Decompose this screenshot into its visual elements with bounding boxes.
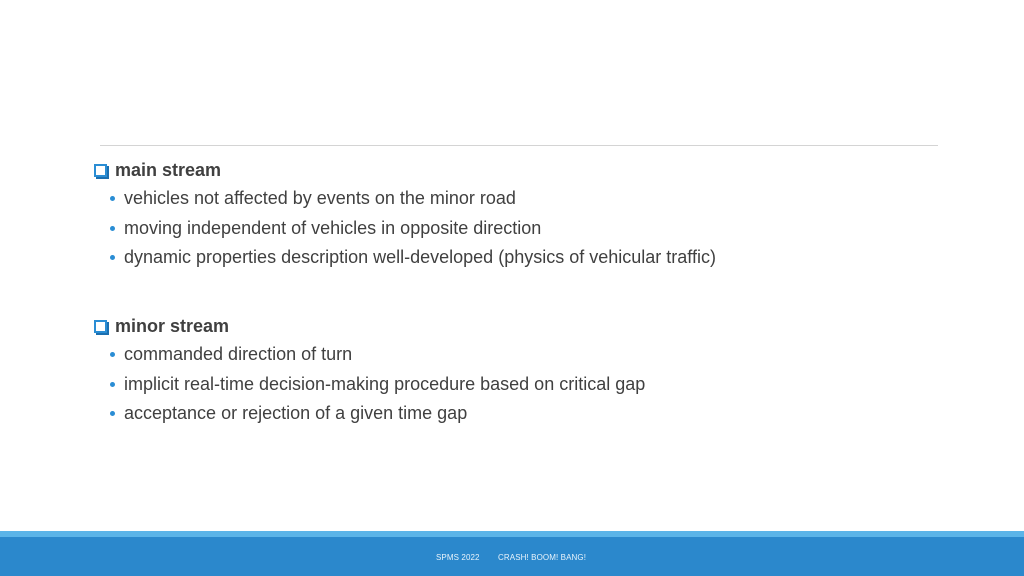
list-item-text: implicit real-time decision-making procedure based on critical gap [124, 373, 646, 394]
list-item-text: acceptance or rejection of a given time gap [124, 403, 468, 424]
list-item-text: dynamic properties description well-developed (physics of vehicular traffic) [124, 247, 716, 268]
section-heading-label: main stream [115, 159, 222, 180]
bullet-dot-icon [110, 411, 115, 416]
list-item [110, 340, 934, 370]
footer-conference-label: SPMS 2022 [436, 553, 480, 562]
list-item [110, 184, 934, 214]
bullet-list [94, 340, 934, 429]
title-divider [100, 145, 938, 146]
bullet-list [94, 184, 934, 273]
list-item-text: commanded direction of turn [124, 344, 353, 365]
bullet-dot-icon [110, 255, 115, 260]
section-heading-label: minor stream [115, 315, 230, 336]
bullet-dot-icon [110, 226, 115, 231]
checkbox-bullet-icon [94, 164, 107, 177]
list-item [110, 370, 934, 400]
bullet-dot-icon [110, 196, 115, 201]
list-item [110, 399, 934, 429]
checkbox-bullet-icon [94, 320, 107, 333]
section-heading [94, 314, 934, 338]
footer-title-label: CRASH! BOOM! BANG! [498, 553, 587, 562]
section-heading [94, 158, 934, 182]
bullet-dot-icon [110, 382, 115, 387]
section-minor-stream [94, 314, 934, 429]
section-main-stream [94, 158, 934, 273]
list-item [110, 214, 934, 244]
list-item [110, 243, 934, 273]
list-item-text: vehicles not affected by events on the minor road [124, 188, 516, 209]
bullet-dot-icon [110, 352, 115, 357]
list-item-text: moving independent of vehicles in opposite direction [124, 217, 542, 238]
